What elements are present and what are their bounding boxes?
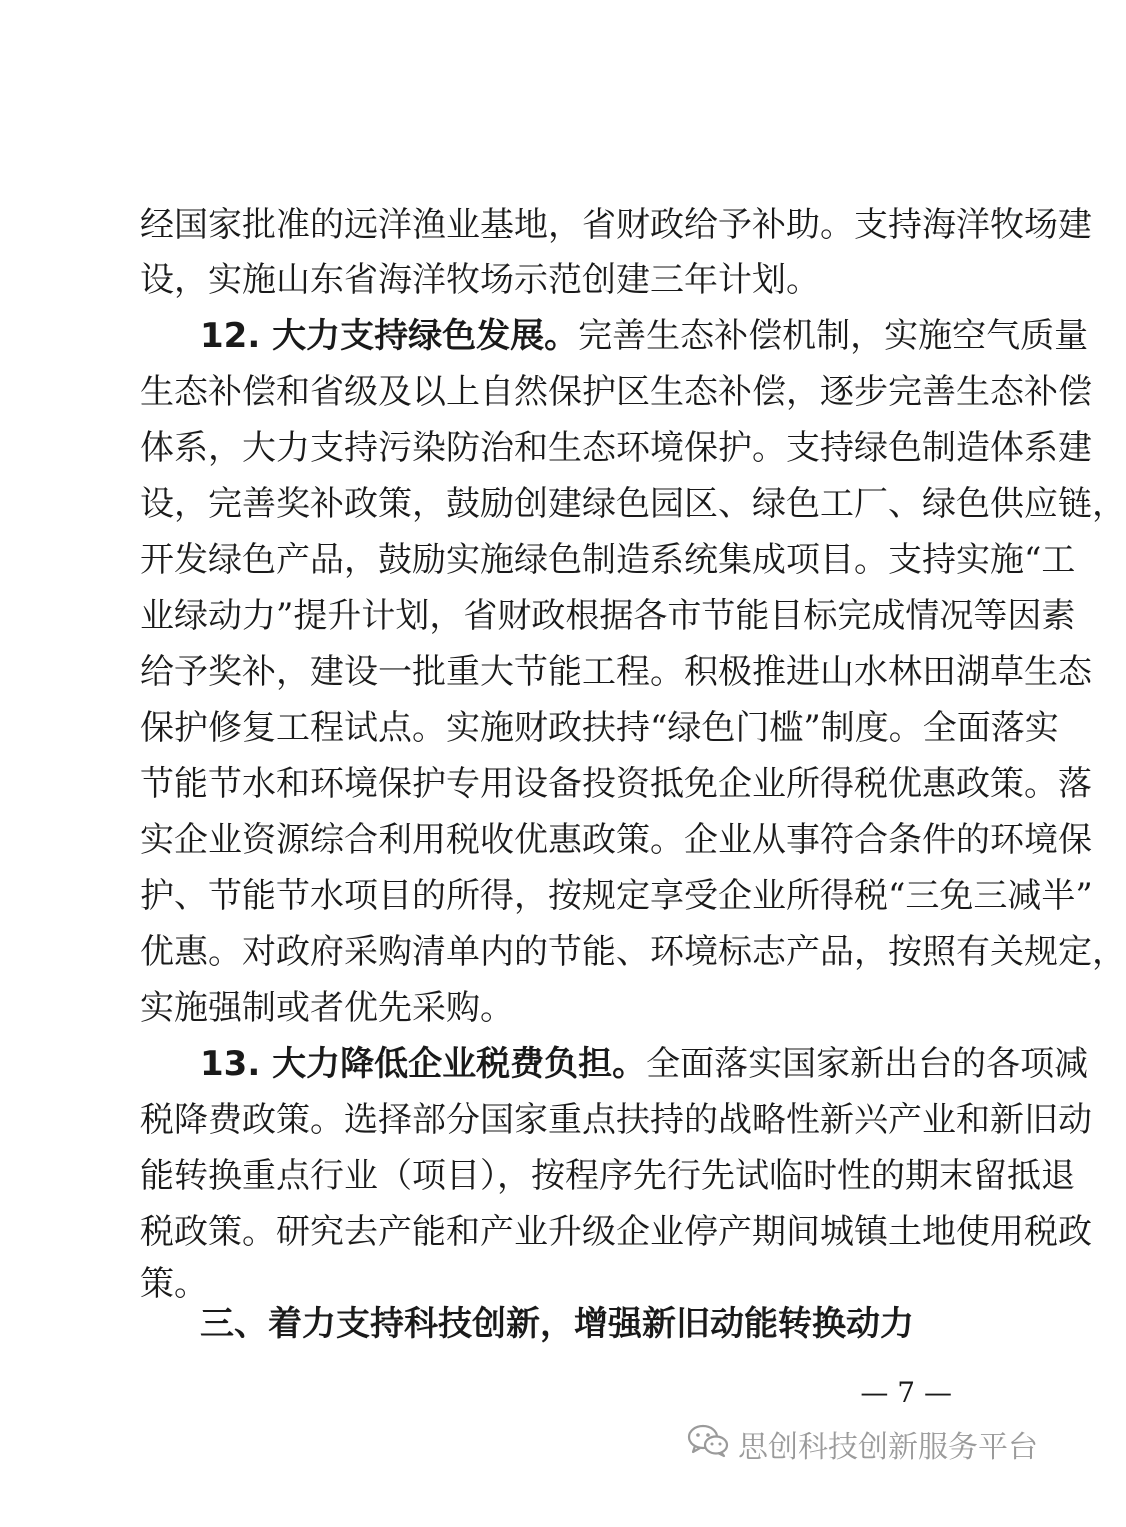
wechat-icon	[686, 1422, 730, 1466]
text-line: 给予奖补，建设一批重大节能工程。积极推进山水林田湖草生态	[140, 652, 1092, 692]
text-line: 能转换重点行业（项目），按程序先行先试临时性的期末留抵退	[140, 1156, 1075, 1196]
watermark	[686, 1422, 1038, 1466]
paragraph-13-first-line	[200, 1044, 1089, 1086]
page-number: — 7 —	[860, 1376, 952, 1409]
item-13-heading: 13. 大力降低企业税费负担。	[200, 1044, 647, 1084]
text-line: 税降费政策。选择部分国家重点扶持的战略性新兴产业和新旧动	[140, 1100, 1092, 1140]
text-line: 业绿动力”提升计划，省财政根据各市节能目标完成情况等因素	[140, 596, 1076, 636]
text-span: 完善生态补偿机制，实施空气质量	[578, 316, 1089, 356]
text-line: 实施强制或者优先采购。	[140, 988, 514, 1028]
text-line: 生态补偿和省级及以上自然保护区生态补偿，逐步完善生态补偿	[140, 372, 1092, 412]
text-line: 经国家批准的远洋渔业基地，省财政给予补助。支持海洋牧场建	[140, 205, 1092, 245]
text-line: 开发绿色产品，鼓励实施绿色制造系统集成项目。支持实施“工	[140, 540, 1076, 580]
text-span: 全面落实国家新出台的各项减	[646, 1044, 1089, 1084]
text-line: 设，完善奖补政策，鼓励创建绿色园区、绿色工厂、绿色供应链，	[140, 484, 1126, 524]
text-line: 策。	[140, 1264, 208, 1304]
watermark-text: 思创科技创新服务平台	[738, 1430, 1038, 1465]
text-line: 优惠。对政府采购清单内的节能、环境标志产品，按照有关规定，	[140, 932, 1126, 972]
text-line: 体系，大力支持污染防治和生态环境保护。支持绿色制造体系建	[140, 428, 1092, 468]
text-line: 税政策。研究去产能和产业升级企业停产期间城镇土地使用税政	[140, 1212, 1092, 1252]
section-heading: 三、着力支持科技创新，增强新旧动能转换动力	[200, 1304, 914, 1344]
text-line: 护、节能节水项目的所得，按规定享受企业所得税“三免三减半”	[140, 876, 1093, 916]
text-line: 保护修复工程试点。实施财政扶持“绿色门槛”制度。全面落实	[140, 708, 1059, 748]
text-line: 实企业资源综合利用税收优惠政策。企业从事符合条件的环境保	[140, 820, 1092, 860]
item-12-heading: 12. 大力支持绿色发展。	[200, 316, 579, 356]
text-line: 设，实施山东省海洋牧场示范创建三年计划。	[140, 260, 820, 300]
paragraph-12-first-line	[200, 316, 1089, 358]
text-line: 节能节水和环境保护专用设备投资抵免企业所得税优惠政策。落	[140, 764, 1092, 804]
